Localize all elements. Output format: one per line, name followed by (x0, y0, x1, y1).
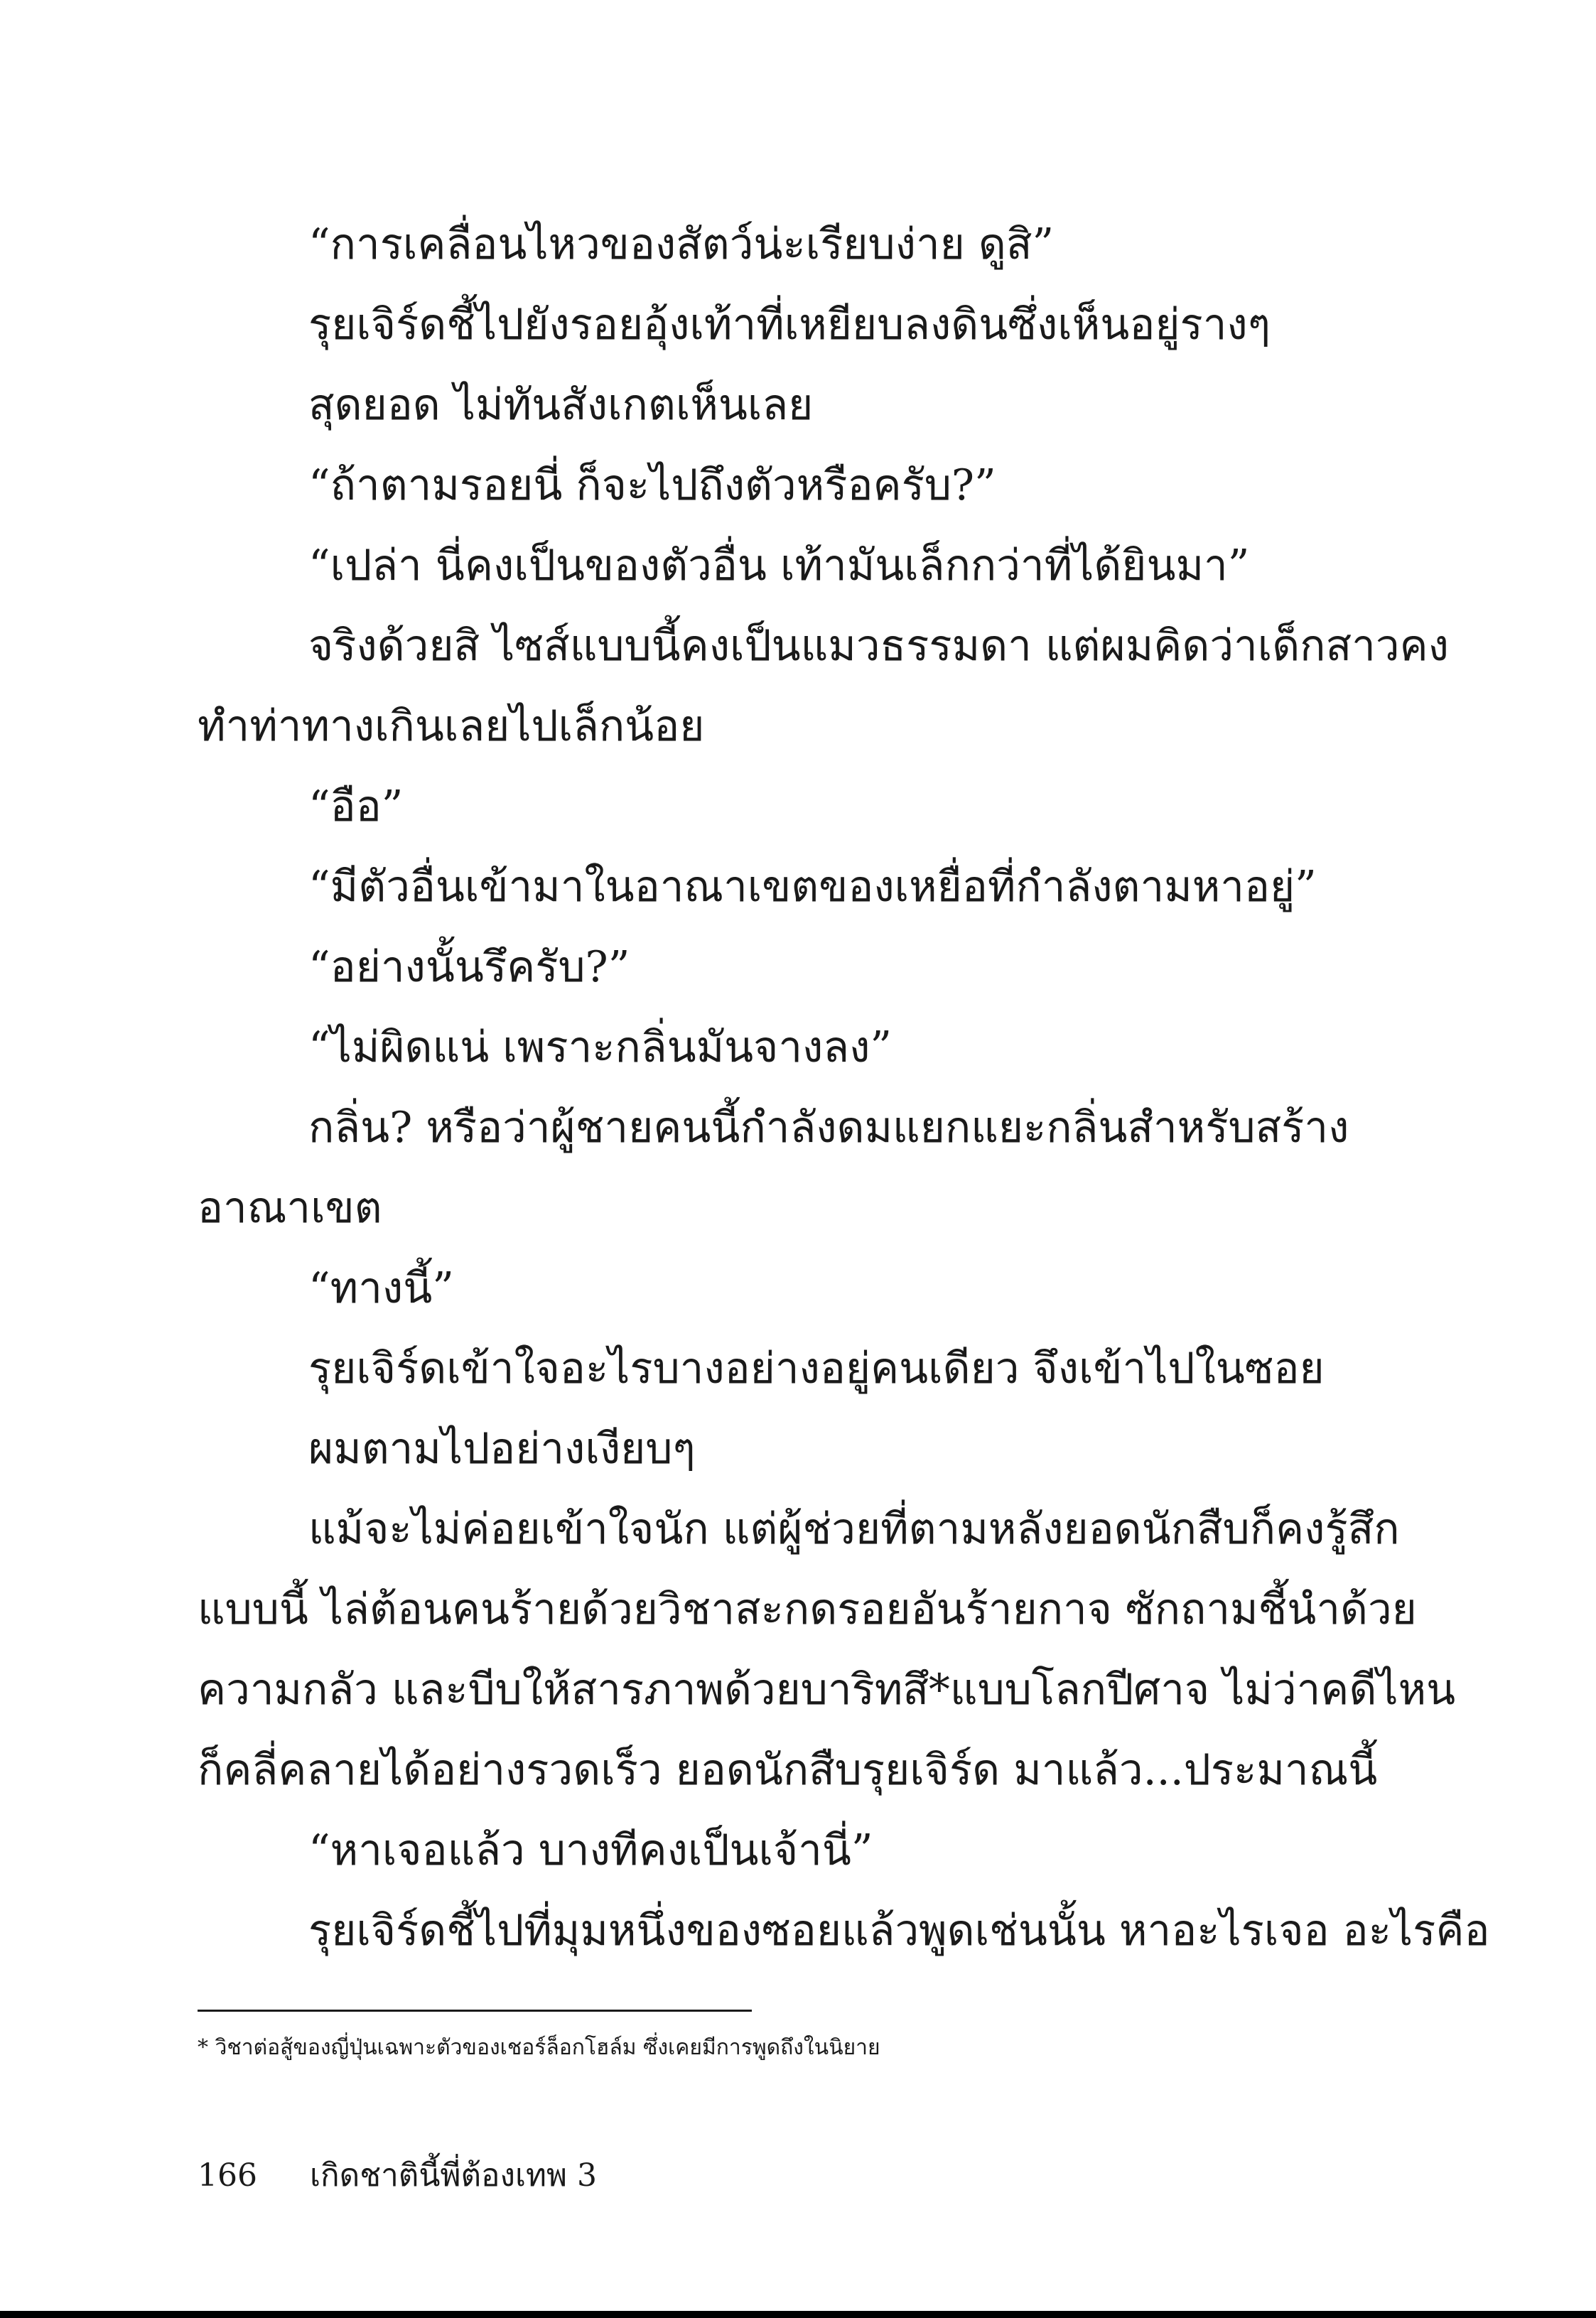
text-line: จริงด้วยสิ ไซส์แบบนี้คงเป็นแมวธรรมดา แต่ผมคิดว่าเด็กสาวคง (308, 621, 1449, 671)
text-line: “อือ” (308, 782, 404, 831)
page-number: 166 (198, 2157, 257, 2194)
text-line: ผมตามไปอย่างเงียบๆ (308, 1424, 696, 1474)
text-line: “มีตัวอื่นเข้ามาในอาณาเขตของเหยื่อที่กำลังตามหาอยู่” (308, 862, 1317, 912)
text-line: ทำท่าทางเกินเลยไปเล็กน้อย (198, 701, 705, 751)
text-line: แม้จะไม่ค่อยเข้าใจนัก แต่ผู้ช่วยที่ตามหลังยอดนักสืบก็คงรู้สึก (308, 1504, 1400, 1554)
text-line: สุดยอด ไม่ทันสังเกตเห็นเลย (308, 380, 814, 430)
text-line: รุยเจิร์ดเข้าใจอะไรบางอย่างอยู่คนเดียว จึงเข้าไปในซอย (308, 1344, 1325, 1394)
text-line: “การเคลื่อนไหวของสัตว์น่ะเรียบง่าย ดูสิ” (308, 220, 1055, 269)
text-line: ก็คลี่คลายได้อย่างรวดเร็ว ยอดนักสืบรุยเจิร์ด มาแล้ว...ประมาณนี้ (198, 1745, 1378, 1795)
text-line: “ถ้าตามรอยนี่ ก็จะไปถึงตัวหรือครับ?” (308, 460, 996, 510)
text-line: อาณาเขต (198, 1183, 382, 1233)
text-line: “อย่างนั้นรึครับ?” (308, 942, 630, 992)
body-text (198, 205, 1490, 1971)
text-line: “หาเจอแล้ว บางทีคงเป็นเจ้านี่” (308, 1826, 873, 1875)
bottom-edge-bar (0, 2311, 1596, 2318)
text-line: กลิ่น? หรือว่าผู้ชายคนนี้กำลังดมแยกแยะกลิ่นสำหรับสร้าง (308, 1103, 1349, 1153)
text-line: “เปล่า นี่คงเป็นของตัวอื่น เท้ามันเล็กกว่าที่ได้ยินมา” (308, 541, 1250, 591)
text-line: “ทางนี้” (308, 1263, 454, 1313)
text-line: “ไม่ผิดแน่ เพราะกลิ่นมันจางลง” (308, 1023, 893, 1072)
page-footer (198, 2153, 597, 2199)
text-line: ความกลัว และบีบให้สารภาพด้วยบาริทสึ*แบบโลกปีศาจ ไม่ว่าคดีไหน (198, 1665, 1456, 1715)
footnote: * วิชาต่อสู้ของญี่ปุ่นเฉพาะตัวของเชอร์ล็อกโฮล์ม ซึ่งเคยมีการพูดถึงในนิยาย (198, 2035, 880, 2060)
footnote-divider (198, 2010, 752, 2012)
text-line: รุยเจิร์ดชี้ไปที่มุมหนึ่งของซอยแล้วพูดเช่นนั้น หาอะไรเจอ อะไรคือ (308, 1906, 1490, 1956)
text-line: แบบนี้ ไล่ต้อนคนร้ายด้วยวิชาสะกดรอยอันร้ายกาจ ซักถามชี้นำด้วย (198, 1585, 1417, 1634)
running-title: เกิดชาตินี้พี่ต้องเทพ 3 (309, 2157, 597, 2194)
text-line: รุยเจิร์ดชี้ไปยังรอยอุ้งเท้าที่เหยียบลงดินซึ่งเห็นอยู่รางๆ (308, 300, 1271, 350)
